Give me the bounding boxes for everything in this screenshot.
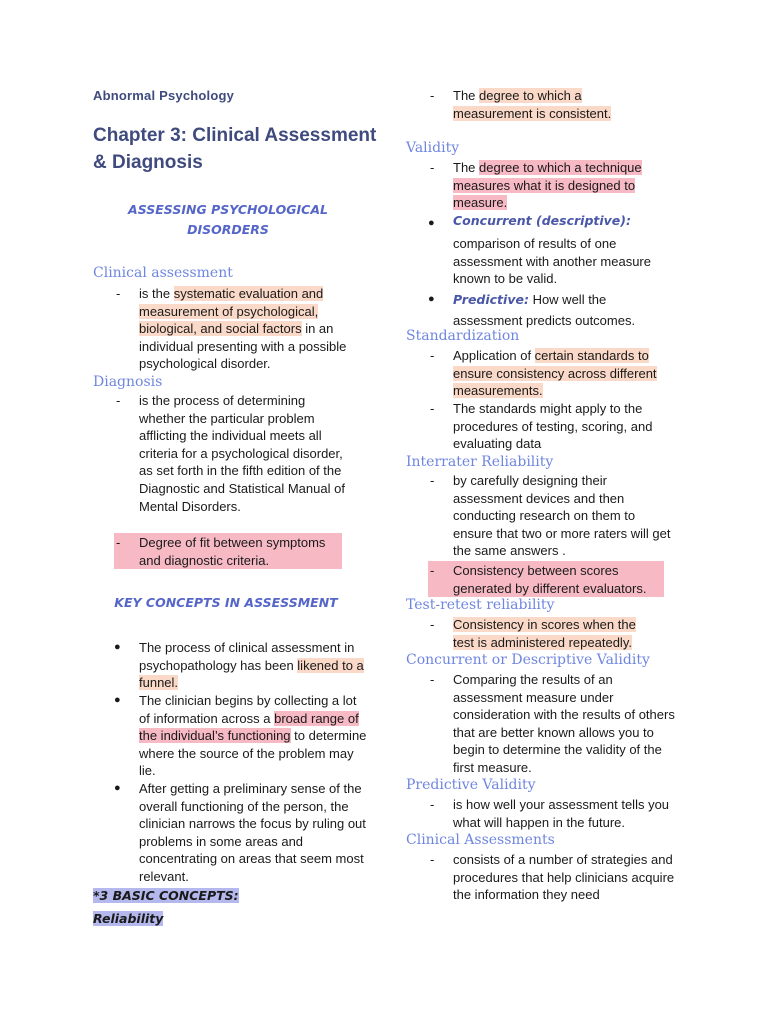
- key-concept-collecting: [139, 692, 367, 780]
- text: The: [453, 160, 480, 175]
- test-retest-item: [453, 616, 658, 651]
- text: in an individual presenting with a possible psychological disorder.: [139, 321, 347, 372]
- highlight-peach: likened to a funnel.: [139, 657, 364, 691]
- predictive-validity-item: is how well your assessment tells you what will happen in the future.: [453, 797, 670, 830]
- clinical-assessment-definition: [139, 285, 369, 373]
- interrater-item-2: Consistency between scores generated by different evaluators.: [453, 563, 647, 596]
- basic-concepts-label: [93, 887, 239, 905]
- text: *3 BASIC CONCEPTS:: [93, 888, 239, 903]
- course-title: Abnormal Psychology: [93, 88, 235, 103]
- heading-test-retest: Test-retest reliability: [406, 597, 555, 613]
- dash-marker: -: [430, 563, 435, 578]
- highlight-pink: degree to which a technique measures what it is designed to measure.: [453, 160, 642, 211]
- section-title-assessing: ASSESSING PSYCHOLOGICAL DISORDERS: [128, 202, 328, 237]
- dash-marker: -: [430, 797, 435, 812]
- dash-marker: -: [430, 88, 435, 103]
- highlight-peach: degree to which a measurement is consistent.: [453, 88, 612, 121]
- dash-marker: -: [430, 852, 435, 867]
- heading-clinical-assessments: Clinical Assessments: [406, 832, 555, 848]
- text: is the: [139, 286, 174, 301]
- highlight-pink: broad range of the individual’s functioning: [139, 710, 359, 744]
- dash-marker: -: [116, 286, 121, 301]
- bullet-marker: ●: [114, 782, 121, 794]
- reliability-definition: [453, 87, 643, 122]
- section-title-key-concepts: KEY CONCEPTS IN ASSESSMENT: [114, 595, 338, 610]
- text: to determine where the source of the problem may lie.: [139, 728, 367, 779]
- heading-standardization: Standardization: [406, 328, 520, 344]
- diagnosis-definition: is the process of determining whether the particular problem afflicting the individual meets all criteria for a psychological disorder, as set forth in the fifth edition of the Diagnostic and Statistical Manual of Mental Disorders.: [139, 393, 345, 514]
- key-concept-funnel: [139, 639, 367, 692]
- chapter-title: Chapter 3: Clinical Assessment & Diagnosis: [93, 125, 377, 173]
- heading-clinical-assessment: Clinical assessment: [93, 265, 233, 281]
- standardization-item-2: The standards might apply to the procedures of testing, scoring, and evaluating data: [453, 401, 653, 452]
- dash-marker: -: [430, 160, 435, 175]
- interrater-item-1: by carefully designing their assessment devices and then conducting research on them to ensure that two or more raters will get the same answers .: [453, 473, 671, 559]
- dash-marker: -: [430, 348, 435, 363]
- dash-marker: -: [430, 473, 435, 488]
- bullet-marker: ●: [428, 293, 435, 305]
- bullet-marker: ●: [114, 641, 121, 653]
- text: How well the assessment predicts outcomes.: [453, 292, 636, 328]
- heading-concurrent-validity: Concurrent or Descriptive Validity: [406, 652, 650, 668]
- highlight-peach: systematic evaluation and measurement of psychological, biological, and social factors: [139, 286, 324, 337]
- clinical-assessments-item: consists of a number of strategies and procedures that help clinicians acquire the information they need: [453, 852, 675, 903]
- text: The: [453, 88, 480, 103]
- text: Application of: [453, 348, 535, 363]
- bullet-marker: ●: [428, 217, 435, 229]
- dash-marker: -: [116, 535, 121, 550]
- key-concept-narrowing: After getting a preliminary sense of the overall functioning of the person, the clinician narrows the focus by ruling out problems in some areas and concentrating on areas that seem most relevant.: [139, 781, 366, 884]
- validity-definition: [453, 159, 668, 212]
- highlight-peach: Consistency in scores when the test is administered repeatedly.: [453, 617, 636, 650]
- dash-marker: -: [430, 617, 435, 632]
- heading-diagnosis: Diagnosis: [93, 374, 163, 390]
- text: The process of clinical assessment in psychopathology has been: [139, 640, 355, 673]
- text: Reliability: [93, 911, 164, 926]
- concurrent-text: comparison of results of one assessment with another measure known to be valid.: [453, 236, 651, 287]
- concurrent-validity-item: Comparing the results of an assessment measure under consideration with the results of others that are better known allows you to begin to determine the validity of the first measure.: [453, 672, 675, 775]
- highlight-peach: certain standards to ensure consistency across different measurements.: [453, 348, 657, 399]
- text: The clinician begins by collecting a lot of information across a: [139, 693, 357, 726]
- heading-validity: Validity: [406, 140, 460, 156]
- heading-interrater: Interrater Reliability: [406, 454, 554, 470]
- predictive-text: [453, 289, 678, 331]
- diagnosis-degree-of-fit: Degree of fit between symptoms and diagnostic criteria.: [139, 535, 326, 568]
- dash-marker: -: [116, 393, 121, 408]
- heading-predictive-validity: Predictive Validity: [406, 777, 536, 793]
- dash-marker: -: [430, 401, 435, 416]
- concurrent-label: Concurrent (descriptive):: [453, 213, 631, 228]
- dash-marker: -: [430, 672, 435, 687]
- predictive-label: Predictive:: [453, 292, 529, 307]
- bullet-marker: ●: [114, 694, 121, 706]
- reliability-heading: [93, 910, 163, 928]
- standardization-item-1: [453, 347, 678, 400]
